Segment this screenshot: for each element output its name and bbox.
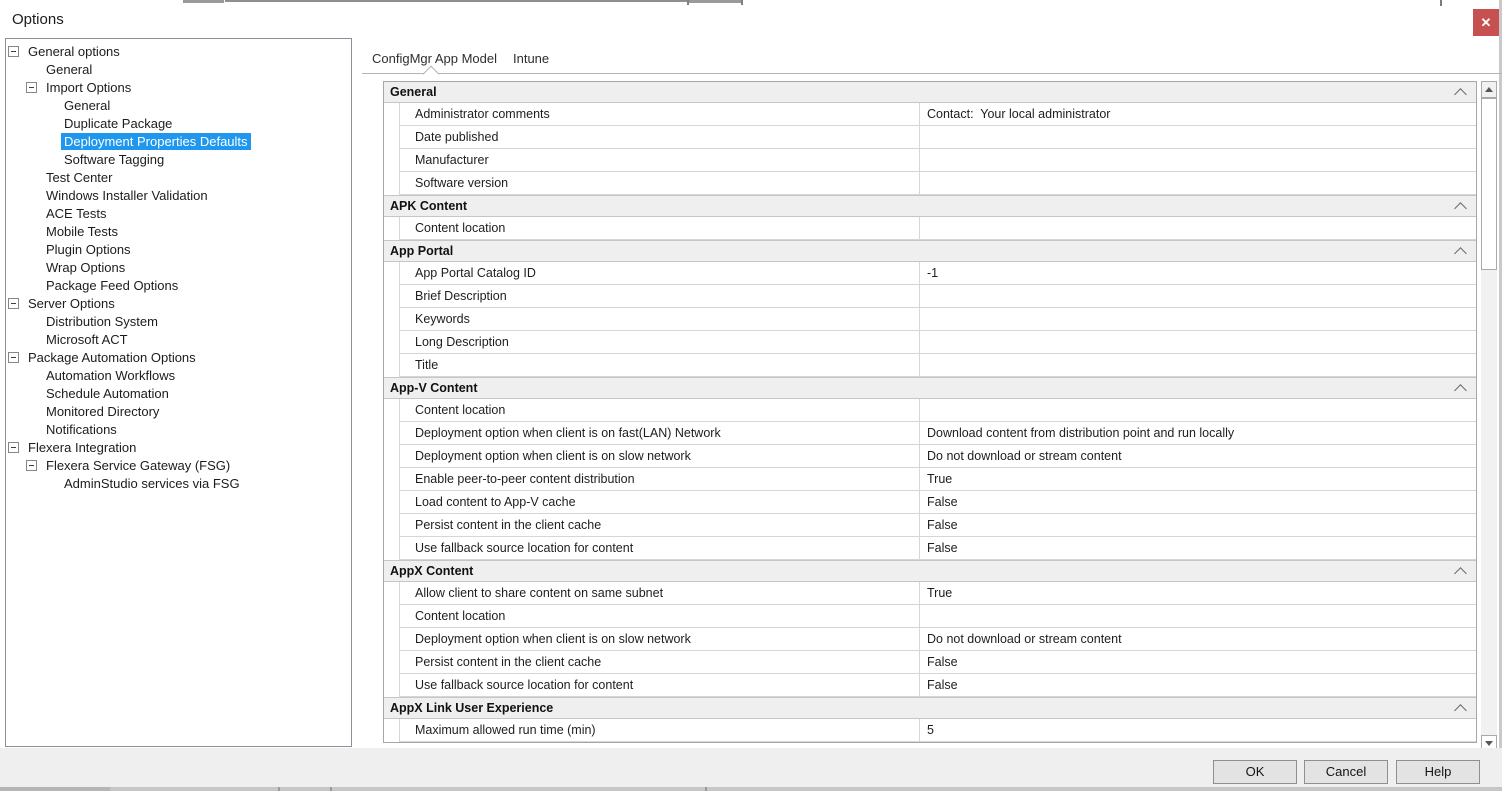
tree-item-deployment-properties-defaults[interactable]	[6, 133, 351, 151]
property-value[interactable]: Do not download or stream content	[927, 632, 1122, 646]
options-tree[interactable]	[5, 38, 352, 747]
tree-item-label: Deployment Properties Defaults	[61, 133, 251, 150]
property-name: Software version	[415, 176, 509, 190]
collapse-expander-icon[interactable]	[26, 460, 37, 471]
property-value[interactable]: 5	[927, 723, 934, 737]
background-bottom-divider	[278, 787, 280, 791]
tab-intune[interactable]: Intune	[513, 51, 550, 66]
column-separator	[919, 103, 920, 125]
tree-item-adminstudio-services-via-fsg[interactable]	[6, 475, 351, 493]
tree-item-label: Test Center	[46, 170, 113, 185]
property-grid	[383, 81, 1477, 743]
column-separator	[919, 399, 920, 421]
collapse-expander-icon[interactable]	[8, 298, 19, 309]
column-separator	[919, 514, 920, 536]
property-name: Long Description	[415, 335, 509, 349]
column-separator	[919, 719, 920, 741]
property-row-title[interactable]	[399, 354, 1476, 377]
section-title: App Portal	[390, 244, 454, 258]
collapse-expander-icon[interactable]	[8, 46, 19, 57]
background-window-fragment	[689, 0, 741, 3]
property-value[interactable]: True	[927, 586, 953, 600]
column-separator	[919, 172, 920, 194]
collapse-chevron-icon[interactable]	[1454, 567, 1467, 580]
property-row-deployment-option-when-client-is-on-fast-lan-network[interactable]	[399, 422, 1476, 445]
tree-item-label: Software Tagging	[64, 152, 165, 167]
property-name: Use fallback source location for content	[415, 678, 634, 692]
collapse-chevron-icon[interactable]	[1454, 704, 1467, 717]
property-row-content-location[interactable]	[399, 399, 1476, 422]
property-row-software-version[interactable]	[399, 172, 1476, 195]
property-row-date-published[interactable]	[399, 126, 1476, 149]
tree-item-schedule-automation[interactable]	[6, 385, 351, 403]
tree-item-distribution-system[interactable]	[6, 313, 351, 331]
column-separator	[919, 331, 920, 353]
collapse-expander-icon[interactable]	[26, 82, 37, 93]
tree-item-package-automation-options[interactable]	[6, 349, 351, 367]
tree-item-package-feed-options[interactable]	[6, 277, 351, 295]
tree-item-plugin-options[interactable]	[6, 241, 351, 259]
tree-item-import-options[interactable]	[6, 79, 351, 97]
tree-item-label: Mobile Tests	[46, 224, 119, 239]
collapse-chevron-icon[interactable]	[1454, 247, 1467, 260]
property-row-app-portal-catalog-id[interactable]	[399, 262, 1476, 285]
background-bottom-divider	[705, 787, 707, 791]
background-window-fragment	[183, 0, 224, 3]
property-row-content-location[interactable]	[399, 217, 1476, 240]
tree-item-windows-installer-validation[interactable]	[6, 187, 351, 205]
tree-item-label: Distribution System	[46, 314, 158, 329]
property-value[interactable]: False	[927, 495, 958, 509]
column-separator	[919, 422, 920, 444]
tree-item-label: Wrap Options	[46, 260, 126, 275]
section-header-appx-link-user-experience[interactable]	[384, 697, 1476, 719]
column-separator	[919, 605, 920, 627]
section-header-app-v-content[interactable]	[384, 377, 1476, 399]
section-header-general[interactable]	[384, 82, 1476, 103]
property-row-allow-client-to-share-content-on-same-subnet[interactable]	[399, 582, 1476, 605]
tree-item-label: Flexera Service Gateway (FSG)	[46, 458, 231, 473]
property-name: Content location	[415, 403, 506, 417]
tree-item-microsoft-act[interactable]	[6, 331, 351, 349]
tree-item-label: Import Options	[46, 80, 132, 95]
property-row-long-description[interactable]	[399, 331, 1476, 354]
property-value[interactable]: False	[927, 655, 958, 669]
section-header-appx-content[interactable]	[384, 560, 1476, 582]
background-window-fragment	[225, 0, 689, 2]
tree-item-label: Notifications	[46, 422, 117, 437]
vertical-scrollbar[interactable]	[1481, 81, 1497, 752]
property-row-use-fallback-source-location-for-content[interactable]	[399, 674, 1476, 697]
property-row-use-fallback-source-location-for-content[interactable]	[399, 537, 1476, 560]
background-bottom-divider	[330, 787, 332, 791]
ok-button[interactable]: OK	[1213, 760, 1297, 784]
property-row-persist-content-in-the-client-cache[interactable]	[399, 651, 1476, 674]
tab-configmgr-app-model[interactable]: ConfigMgr App Model	[372, 51, 498, 66]
column-separator	[919, 628, 920, 650]
property-name: Title	[415, 358, 439, 372]
column-separator	[919, 582, 920, 604]
tree-item-software-tagging[interactable]	[6, 151, 351, 169]
tree-item-wrap-options[interactable]	[6, 259, 351, 277]
tree-item-server-options[interactable]	[6, 295, 351, 313]
column-separator	[919, 217, 920, 239]
section-title: General	[390, 85, 437, 99]
tree-item-mobile-tests[interactable]	[6, 223, 351, 241]
tree-item-test-center[interactable]	[6, 169, 351, 187]
tree-item-ace-tests[interactable]	[6, 205, 351, 223]
property-name: Use fallback source location for content	[415, 541, 634, 555]
tree-item-label: Automation Workflows	[46, 368, 176, 383]
tree-item-flexera-integration[interactable]	[6, 439, 351, 457]
property-name: Maximum allowed run time (min)	[415, 723, 596, 737]
property-name: Administrator comments	[415, 107, 550, 121]
property-name: Brief Description	[415, 289, 507, 303]
cancel-button[interactable]: Cancel	[1304, 760, 1388, 784]
tree-item-flexera-service-gateway-fsg[interactable]	[6, 457, 351, 475]
background-bottom-bar	[0, 787, 1502, 791]
column-separator	[919, 468, 920, 490]
close-button[interactable]	[1473, 9, 1499, 36]
scroll-down-icon	[1485, 741, 1493, 746]
collapse-chevron-icon[interactable]	[1454, 202, 1467, 215]
property-name: Deployment option when client is on slow network	[415, 449, 691, 463]
section-title: App-V Content	[390, 381, 478, 395]
property-name: Keywords	[415, 312, 470, 326]
property-value[interactable]: False	[927, 678, 958, 692]
property-row-keywords[interactable]	[399, 308, 1476, 331]
background-window-fragment	[687, 0, 689, 5]
tree-item-automation-workflows[interactable]	[6, 367, 351, 385]
property-row-manufacturer[interactable]	[399, 149, 1476, 172]
property-name: Content location	[415, 221, 506, 235]
property-row-persist-content-in-the-client-cache[interactable]	[399, 514, 1476, 537]
scroll-up-button[interactable]	[1481, 81, 1497, 98]
tab-underline	[362, 73, 1502, 74]
property-name: Allow client to share content on same subnet	[415, 586, 664, 600]
property-row-deployment-option-when-client-is-on-slow-network[interactable]	[399, 628, 1476, 651]
background-bottom-segment	[0, 787, 110, 791]
tree-item-monitored-directory[interactable]	[6, 403, 351, 421]
property-name: Manufacturer	[415, 153, 489, 167]
property-value[interactable]: False	[927, 518, 958, 532]
property-value[interactable]: Download content from distribution point and run locally	[927, 426, 1235, 440]
column-separator	[919, 308, 920, 330]
property-name: Date published	[415, 130, 499, 144]
section-title: AppX Link User Experience	[390, 701, 554, 715]
property-name: Deployment option when client is on fast(LAN) Network	[415, 426, 721, 440]
property-value[interactable]: Do not download or stream content	[927, 449, 1122, 463]
tree-item-label: Flexera Integration	[28, 440, 137, 455]
tree-item-label: Monitored Directory	[46, 404, 160, 419]
property-name: Content location	[415, 609, 506, 623]
property-row-maximum-allowed-run-time-min[interactable]	[399, 719, 1476, 742]
property-name: Persist content in the client cache	[415, 518, 602, 532]
background-window-fragment	[1440, 0, 1442, 6]
help-button[interactable]: Help	[1396, 760, 1480, 784]
column-separator	[919, 674, 920, 696]
tree-item-duplicate-package[interactable]	[6, 115, 351, 133]
tree-item-general-options[interactable]	[6, 43, 351, 61]
collapse-chevron-icon[interactable]	[1454, 384, 1467, 397]
scroll-up-icon	[1485, 87, 1493, 92]
column-separator	[919, 149, 920, 171]
scroll-thumb[interactable]	[1481, 98, 1497, 270]
property-row-deployment-option-when-client-is-on-slow-network[interactable]	[399, 445, 1476, 468]
background-window-fragment	[741, 0, 743, 5]
property-name: Enable peer-to-peer content distribution	[415, 472, 635, 486]
property-name: Load content to App-V cache	[415, 495, 576, 509]
tree-item-label: Server Options	[28, 296, 115, 311]
property-value[interactable]: -1	[927, 266, 939, 280]
section-header-apk-content[interactable]	[384, 195, 1476, 217]
column-separator	[919, 491, 920, 513]
column-separator	[919, 651, 920, 673]
tree-item-label: ACE Tests	[46, 206, 107, 221]
section-header-app-portal[interactable]	[384, 240, 1476, 262]
tree-item-label: General	[46, 62, 93, 77]
tree-item-label: Plugin Options	[46, 242, 131, 257]
tree-item-label: Schedule Automation	[46, 386, 169, 401]
property-name: Persist content in the client cache	[415, 655, 602, 669]
tree-item-general[interactable]	[6, 97, 351, 115]
tree-item-label: AdminStudio services via FSG	[64, 476, 240, 491]
tree-item-label: General	[64, 98, 111, 113]
column-separator	[919, 537, 920, 559]
section-title: AppX Content	[390, 564, 474, 578]
tree-item-general[interactable]	[6, 61, 351, 79]
tree-item-label: Duplicate Package	[64, 116, 173, 131]
column-separator	[919, 445, 920, 467]
property-name: Deployment option when client is on slow network	[415, 632, 691, 646]
tree-item-label: Windows Installer Validation	[46, 188, 208, 203]
property-row-administrator-comments[interactable]	[399, 103, 1476, 126]
section-title: APK Content	[390, 199, 468, 213]
tree-item-label: Package Feed Options	[46, 278, 179, 293]
column-separator	[919, 285, 920, 307]
property-value[interactable]: False	[927, 541, 958, 555]
property-row-brief-description[interactable]	[399, 285, 1476, 308]
close-icon: ✕	[1480, 15, 1492, 30]
dialog-title: Options	[12, 11, 64, 28]
collapse-expander-icon[interactable]	[8, 352, 19, 363]
tree-item-notifications[interactable]	[6, 421, 351, 439]
tree-item-label: Package Automation Options	[28, 350, 196, 365]
collapse-expander-icon[interactable]	[8, 442, 19, 453]
column-separator	[919, 262, 920, 284]
property-row-enable-peer-to-peer-content-distribution[interactable]	[399, 468, 1476, 491]
active-tab-notch	[423, 66, 440, 83]
property-name: App Portal Catalog ID	[415, 266, 536, 280]
property-value[interactable]: True	[927, 472, 953, 486]
collapse-chevron-icon[interactable]	[1454, 88, 1467, 101]
property-value[interactable]: Contact: Your local administrator	[927, 107, 1111, 121]
column-separator	[919, 126, 920, 148]
column-separator	[919, 354, 920, 376]
tree-item-label: General options	[28, 44, 120, 59]
property-row-load-content-to-app-v-cache[interactable]	[399, 491, 1476, 514]
property-row-content-location[interactable]	[399, 605, 1476, 628]
tree-item-label: Microsoft ACT	[46, 332, 128, 347]
